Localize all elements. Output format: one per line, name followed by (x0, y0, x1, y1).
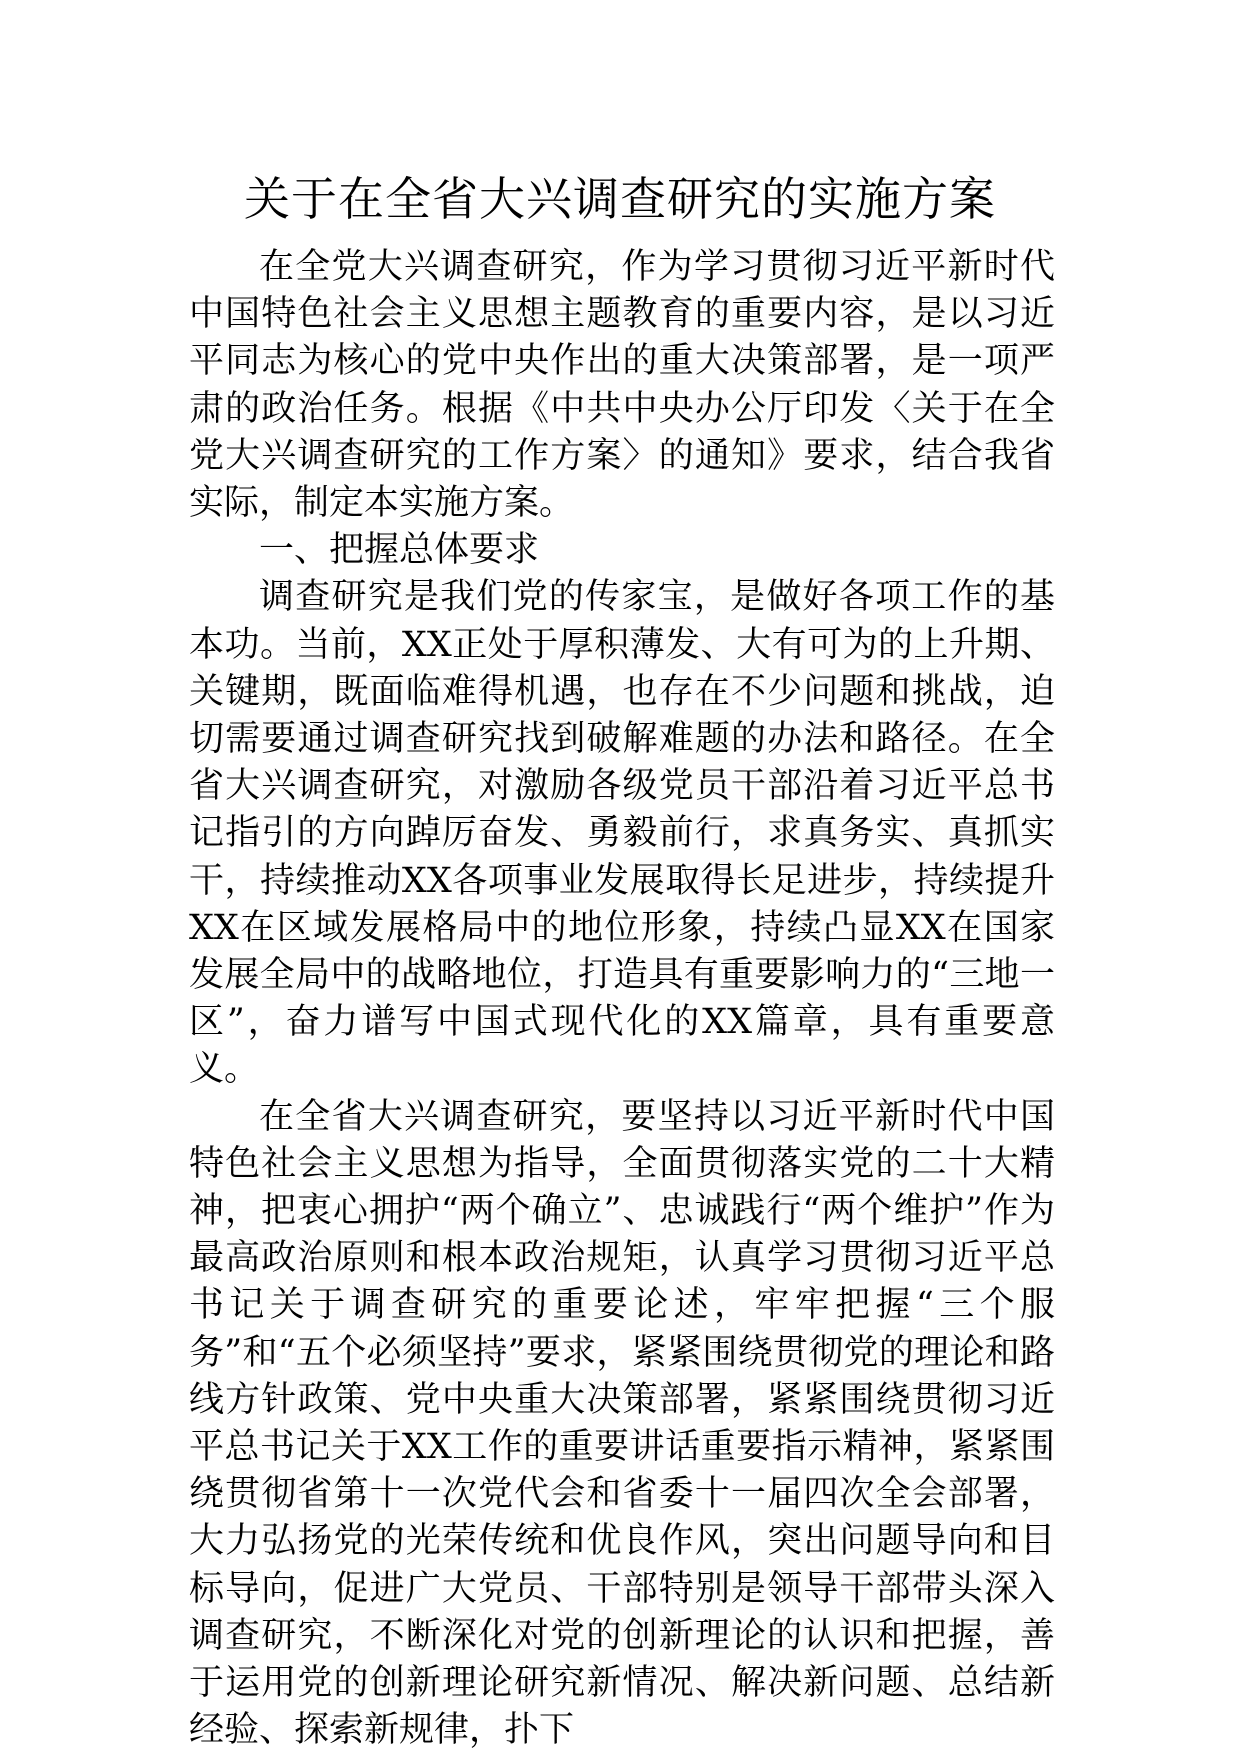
document-title: 关于在全省大兴调查研究的实施方案 (244, 172, 996, 226)
section-heading-1: 一、把握总体要求 (259, 530, 540, 571)
paragraph-significance: 调查研究是我们党的传家宝，是做好各项工作的基本功。当前，XX正处于厚积薄发、大有可为的上升期、关键期，既面临难得机遇，也存在不少问题和挑战，迫切需要通过调查研究找到破解难题的办法和路径。在全省大兴调查研究，对激励各级党员干部沿着习近平总书记指引的方向踔厉奋发、勇毅前行，求真务实、真抓实干，持续推动XX各项事业发展取得长足进步，持续提升XX在区域发展格局中的地位形象，持续凸显XX在国家发展全局中的战略地位，打造具有重要影响力的“三地一区”，奋力谱写中国式现代化的XX篇章，具有重要意义。 (189, 577, 1055, 1090)
paragraph-guidance: 在全省大兴调查研究，要坚持以习近平新时代中国特色社会主义思想为指导，全面贯彻落实党的二十大精神，把衷心拥护“两个确立”、忠诚践行“两个维护”作为最高政治原则和根本政治规矩，认真学习贯彻习近平总书记关于调查研究的重要论述，牢牢把握“三个服务”和“五个必须坚持”要求，紧紧围绕贯彻党的理论和路线方针政策、党中央重大决策部署，紧紧围绕贯彻习近平总书记关于XX工作的重要讲话重要指示精神，紧紧围绕贯彻省第十一次党代会和省委十一届四次全会部署，大力弘扬党的光荣传统和优良作风，突出问题导向和目标导向，促进广大党员、干部特别是领导干部带头深入调查研究，不断深化对党的创新理论的认识和把握，善于运用党的创新理论研究新情况、解决新问题、总结新经验、探索新规律，扑下 (189, 1096, 1055, 1751)
paragraph-intro: 在全党大兴调查研究，作为学习贯彻习近平新时代中国特色社会主义思想主题教育的重要内容，是以习近平同志为核心的党中央作出的重大决策部署，是一项严肃的政治任务。根据《中共中央办公厅印发〈关于在全党大兴调查研究的工作方案〉的通知》要求，结合我省实际，制定本实施方案。 (189, 247, 1055, 524)
document-body (189, 244, 1055, 1755)
